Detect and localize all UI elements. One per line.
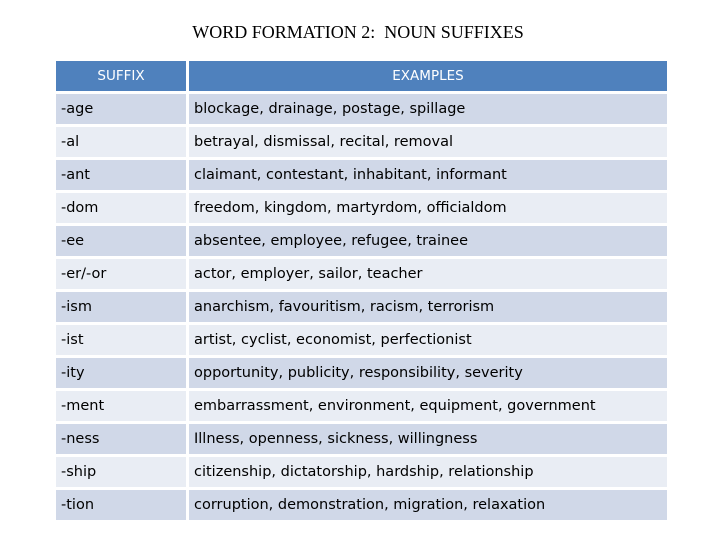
suffix-cell: -age (56, 94, 186, 124)
examples-cell: blockage, drainage, postage, spillage (189, 94, 667, 124)
examples-cell: absentee, employee, refugee, trainee (189, 226, 667, 256)
table-row (56, 292, 667, 322)
examples-cell: corruption, demonstration, migration, relaxation (189, 490, 667, 520)
suffix-cell: -ist (56, 325, 186, 355)
suffix-cell: -dom (56, 193, 186, 223)
suffix-cell: -ee (56, 226, 186, 256)
examples-cell: betrayal, dismissal, recital, removal (189, 127, 667, 157)
suffix-cell: -ness (56, 424, 186, 454)
examples-cell: actor, employer, sailor, teacher (189, 259, 667, 289)
suffix-cell: -ity (56, 358, 186, 388)
examples-cell: freedom, kingdom, martyrdom, officialdom (189, 193, 667, 223)
examples-cell: embarrassment, environment, equipment, government (189, 391, 667, 421)
suffix-cell: -tion (56, 490, 186, 520)
table-row (56, 226, 667, 256)
examples-cell: artist, cyclist, economist, perfectionist (189, 325, 667, 355)
suffix-cell: -ism (56, 292, 186, 322)
table-row (56, 358, 667, 388)
examples-cell: citizenship, dictatorship, hardship, relationship (189, 457, 667, 487)
column-header-examples: EXAMPLES (189, 61, 667, 91)
suffix-cell: -ment (56, 391, 186, 421)
suffix-cell: -ship (56, 457, 186, 487)
table-row (56, 193, 667, 223)
suffix-cell: -er/-or (56, 259, 186, 289)
table-row (56, 127, 667, 157)
examples-cell: anarchism, favouritism, racism, terrorism (189, 292, 667, 322)
table-header-row (56, 61, 667, 91)
table-row (56, 457, 667, 487)
examples-cell: claimant, contestant, inhabitant, informant (189, 160, 667, 190)
table-row (56, 160, 667, 190)
noun-suffix-table (53, 58, 670, 523)
table-row (56, 259, 667, 289)
table-row (56, 490, 667, 520)
table-row (56, 391, 667, 421)
examples-cell: Illness, openness, sickness, willingness (189, 424, 667, 454)
column-header-suffix: SUFFIX (56, 61, 186, 91)
suffix-cell: -al (56, 127, 186, 157)
examples-cell: opportunity, publicity, responsibility, severity (189, 358, 667, 388)
table-row (56, 94, 667, 124)
table-row (56, 325, 667, 355)
suffix-cell: -ant (56, 160, 186, 190)
table-row (56, 424, 667, 454)
page-title: WORD FORMATION 2: NOUN SUFFIXES (192, 22, 524, 42)
